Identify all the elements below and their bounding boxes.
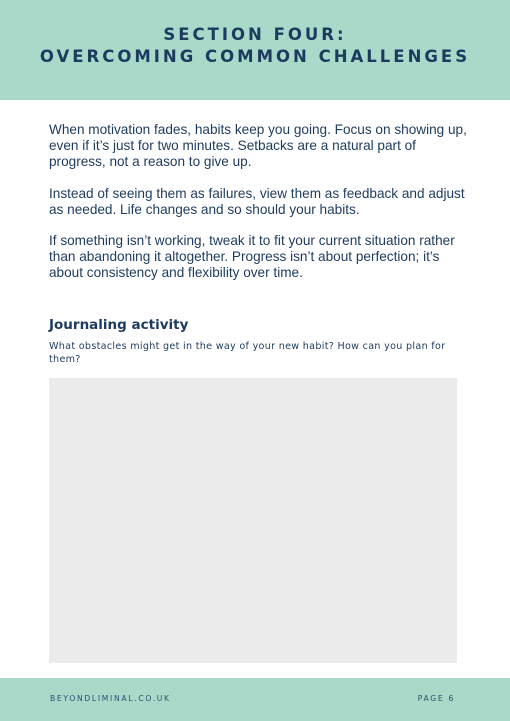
body-paragraph-3: If something isn’t working, tweak it to fit your current situation rather than abandoning it altogether. Progress isn’t about perfection; it’s about consistency and flexibility over time. bbox=[49, 233, 455, 281]
body-paragraph-2: Instead of seeing them as failures, view them as feedback and adjust as needed. Life changes and so should your habits. bbox=[49, 185, 465, 217]
page-footer bbox=[0, 678, 510, 721]
footer-website: BEYONDLIMINAL.CO.UK bbox=[50, 694, 171, 703]
body-paragraph-1: When motivation fades, habits keep you going. Focus on showing up, even if it’s just for two minutes. Setbacks are a natural part of progress, not a reason to give up. bbox=[49, 122, 467, 170]
page-header bbox=[0, 0, 510, 100]
body-text bbox=[49, 122, 469, 297]
journal-prompt: What obstacles might get in the way of your new habit? How can you plan for them? bbox=[49, 341, 446, 365]
footer-page-number: PAGE 6 bbox=[417, 694, 455, 703]
journal-heading: Journaling activity bbox=[49, 317, 189, 333]
section-title-line-1: SECTION FOUR: bbox=[163, 25, 347, 44]
section-title bbox=[0, 24, 510, 68]
section-title-line-2: OVERCOMING COMMON CHALLENGES bbox=[39, 47, 471, 66]
journal-writing-area[interactable] bbox=[49, 378, 457, 663]
